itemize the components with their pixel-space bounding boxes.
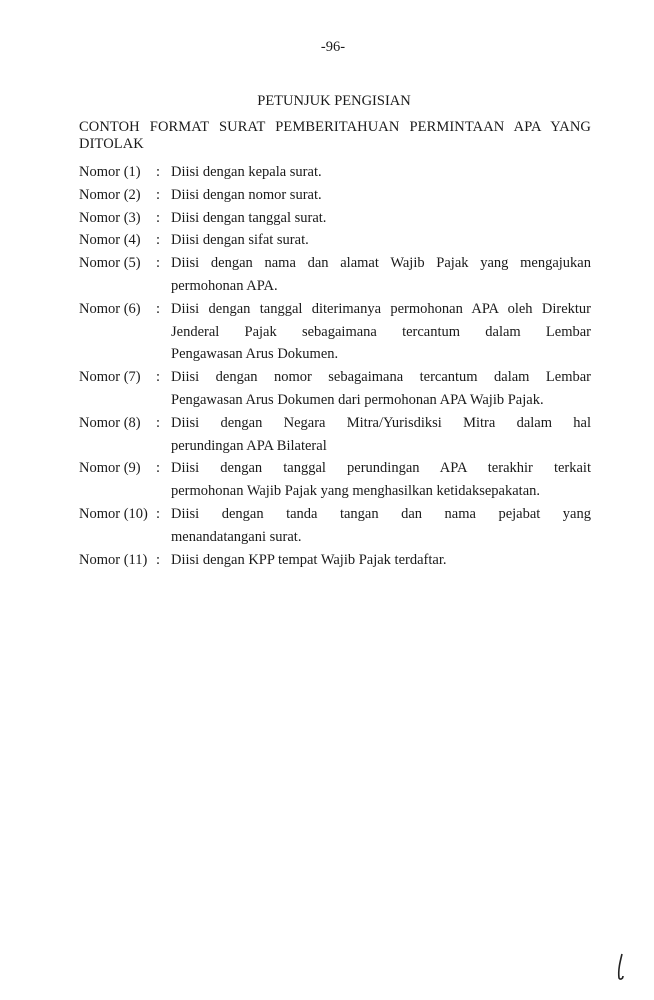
separator: : xyxy=(156,505,161,522)
list-item xyxy=(79,161,591,184)
item-text-line: Diisi dengan nama dan alamat Wajib Pajak yang mengajukan xyxy=(171,255,591,272)
item-label: Nomor (6) xyxy=(79,300,141,317)
item-text xyxy=(171,298,591,366)
list-item xyxy=(79,207,591,230)
item-text-line: Diisi dengan nomor surat. xyxy=(171,186,322,203)
item-label: Nomor (5) xyxy=(79,255,141,272)
page-number: -96- xyxy=(320,39,346,55)
item-label: Nomor (9) xyxy=(79,460,141,477)
separator: : xyxy=(156,300,161,317)
separator: : xyxy=(156,255,161,272)
document-subtitle: CONTOH FORMAT SURAT PEMBERITAHUAN PERMINTAAN APA YANG DITOLAK xyxy=(79,119,591,152)
separator: : xyxy=(156,369,161,386)
item-text-line: permohonan APA. xyxy=(171,277,278,294)
list-item xyxy=(79,457,591,503)
item-text-line: Diisi dengan tanggal surat. xyxy=(171,209,327,226)
document-title: PETUNJUK PENGISIAN xyxy=(257,93,411,109)
list-item xyxy=(79,549,591,572)
item-text xyxy=(171,412,591,458)
item-text-line: Pengawasan Arus Dokumen. xyxy=(171,346,339,363)
list-item xyxy=(79,412,591,458)
list-item xyxy=(79,366,591,412)
item-text-line: Diisi dengan kepala surat. xyxy=(171,164,322,180)
item-text xyxy=(171,252,591,298)
separator: : xyxy=(156,164,161,180)
instruction-list xyxy=(79,161,591,571)
item-label: Nomor (1) xyxy=(79,164,141,180)
item-text-line: Diisi dengan Negara Mitra/Yurisdiksi Mitra dalam hal xyxy=(171,414,591,431)
item-label: Nomor (8) xyxy=(79,414,141,431)
item-text xyxy=(171,184,591,207)
item-text xyxy=(171,457,591,503)
item-text xyxy=(171,549,591,572)
separator: : xyxy=(156,460,161,477)
item-label: Nomor (10) xyxy=(79,505,148,522)
item-text-line: Diisi dengan nomor sebagaimana tercantum dalam Lembar xyxy=(171,369,591,386)
item-text xyxy=(171,503,591,549)
item-text-line: perundingan APA Bilateral xyxy=(171,437,327,454)
item-text-line: Diisi dengan sifat surat. xyxy=(171,232,309,249)
item-text-line: Diisi dengan tanda tangan dan nama pejabat yang xyxy=(171,505,591,522)
item-text xyxy=(171,366,591,412)
separator: : xyxy=(156,209,161,226)
separator: : xyxy=(156,551,161,568)
item-text xyxy=(171,161,591,184)
item-text-line: Jenderal Pajak sebagaimana tercantum dalam Lembar xyxy=(171,323,591,340)
list-item xyxy=(79,252,591,298)
item-label: Nomor (2) xyxy=(79,186,141,203)
item-label: Nomor (7) xyxy=(79,369,141,386)
item-text-line: Diisi dengan tanggal diterimanya permohonan APA oleh Direktur xyxy=(171,300,591,317)
list-item xyxy=(79,298,591,366)
paraf-mark xyxy=(612,952,632,982)
item-text-line: menandatangani surat. xyxy=(171,528,302,545)
list-item xyxy=(79,503,591,549)
item-text xyxy=(171,229,591,252)
item-text-line: Diisi dengan KPP tempat Wajib Pajak terdaftar. xyxy=(171,551,447,568)
item-label: Nomor (11) xyxy=(79,551,148,568)
separator: : xyxy=(156,414,161,431)
item-label: Nomor (4) xyxy=(79,232,141,249)
list-item xyxy=(79,229,591,252)
item-text-line: permohonan Wajib Pajak yang menghasilkan ketidaksepakatan. xyxy=(171,483,541,500)
item-text-line: Diisi dengan tanggal perundingan APA terakhir terkait xyxy=(171,460,591,477)
separator: : xyxy=(156,186,161,203)
item-text xyxy=(171,207,591,230)
list-item xyxy=(79,184,591,207)
separator: : xyxy=(156,232,161,249)
item-label: Nomor (3) xyxy=(79,209,141,226)
item-text-line: Pengawasan Arus Dokumen dari permohonan APA Wajib Pajak. xyxy=(171,391,544,408)
